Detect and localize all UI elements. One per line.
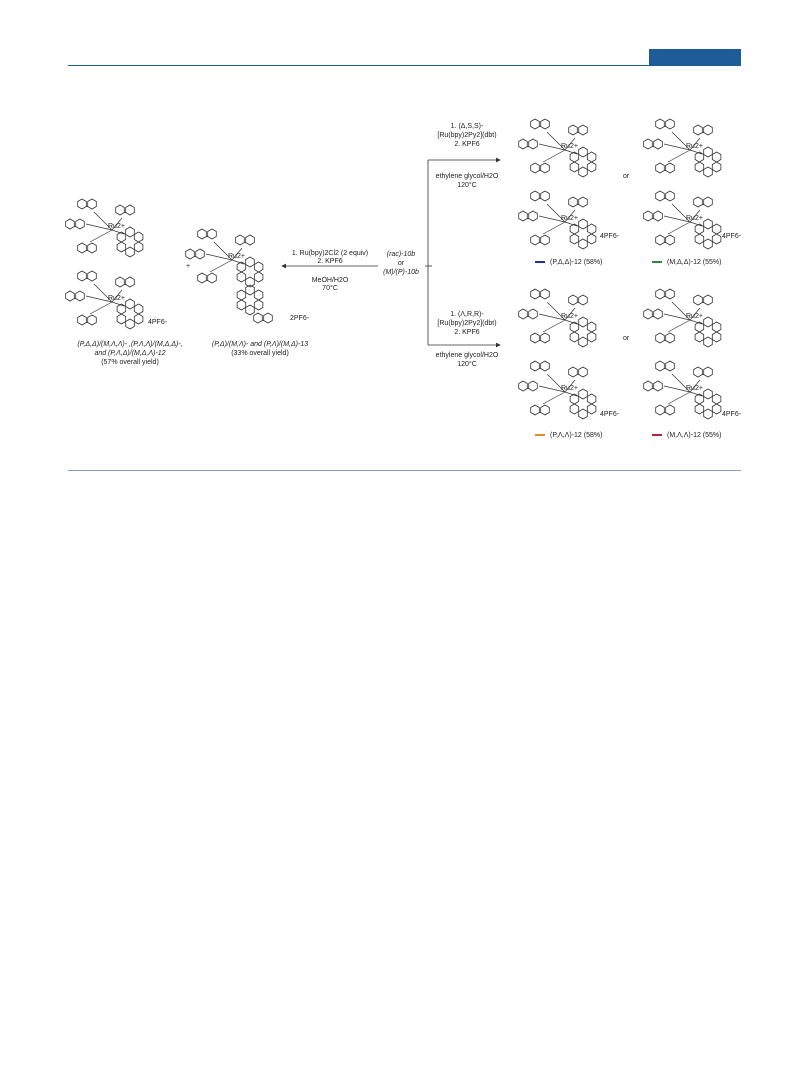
- upper-temp: 120°C: [457, 182, 477, 189]
- left-caption-line2: and (P,Λ,Δ)/(M,Δ,Λ)-12: [94, 350, 166, 357]
- lower-reagent3: 2. KPF6: [454, 329, 480, 336]
- product-legend: [535, 431, 602, 440]
- ru-label: Ru2+: [686, 313, 703, 320]
- legend-label: (M,Λ,Λ)-12 (55%): [667, 432, 722, 439]
- product-legend: [652, 258, 721, 267]
- ru-label: Ru2+: [561, 313, 578, 320]
- counterion-label: 4PF6-: [600, 233, 620, 240]
- start-line2: (M)/(P)-10b: [383, 269, 419, 276]
- upper-solvent: ethylene glycol/H2O: [435, 173, 499, 180]
- ru-label: Ru2+: [686, 143, 703, 150]
- counterion-label: 2PF6-: [290, 315, 310, 322]
- legend-label: (M,Δ,Δ)-12 (55%): [667, 259, 722, 266]
- counterion-label: 4PF6-: [722, 411, 742, 418]
- counterion-label: 4PF6-: [148, 319, 168, 326]
- left-reagent1: 1. Ru(bpy)2Cl2 (2 equiv): [291, 250, 369, 257]
- lower-temp: 120°C: [457, 361, 477, 368]
- mid-caption-yield: (33% overall yield): [231, 350, 289, 357]
- counterion-label: 4PF6-: [722, 233, 742, 240]
- legend-swatch: [535, 261, 545, 263]
- plus-sign: +: [186, 263, 191, 270]
- product-M-lambda-lambda: [644, 289, 721, 419]
- legend-swatch: [535, 434, 545, 436]
- product-P-lambda-lambda: [519, 289, 596, 419]
- product-legend: [535, 258, 602, 267]
- start-line1: (rac)-10b: [386, 251, 416, 258]
- left-temp: 70°C: [322, 285, 338, 292]
- upper-reagent3: 2. KPF6: [454, 141, 480, 148]
- product-P-delta-delta: [519, 119, 596, 249]
- mid-caption: (P,Δ)/(M,Λ)- and (P,Λ)/(M,Δ)-13: [211, 341, 309, 348]
- legend-swatch: [652, 434, 662, 436]
- ru-label: Ru2+: [561, 385, 578, 392]
- ru-label: Ru2+: [228, 253, 245, 260]
- ru-label: Ru2+: [108, 223, 125, 230]
- ru-label: Ru2+: [108, 295, 125, 302]
- start-or: or: [397, 260, 405, 267]
- legend-label: (P,Δ,Δ)-12 (58%): [550, 259, 603, 266]
- product-legend: [652, 431, 721, 440]
- lower-reagent1: 1. (Λ,R,R)-: [450, 311, 484, 318]
- left-caption-line1: (P,Δ,Δ)/(M,Λ,Λ)- ,(P,Λ,Λ)/(M,Δ,Δ)-,: [77, 341, 183, 348]
- left-solvent: MeOH/H2O: [311, 277, 349, 284]
- lower-reagent2: [Ru(bpy)2Py2](dbt): [437, 320, 497, 327]
- or-label: or: [623, 173, 630, 180]
- ru-label: Ru2+: [686, 215, 703, 222]
- legend-swatch: [652, 261, 662, 263]
- ru-label: Ru2+: [561, 215, 578, 222]
- monomer-13: [186, 229, 273, 323]
- lower-solvent: ethylene glycol/H2O: [435, 352, 499, 359]
- scheme-bottom-rule: [68, 470, 741, 471]
- product-M-delta-delta: [644, 119, 721, 249]
- left-reagent2: 2. KPF6: [317, 258, 343, 265]
- upper-reagent1: 1. (Δ,S,S)-: [450, 123, 484, 130]
- counterion-label: 4PF6-: [600, 411, 620, 418]
- left-caption-yield: (57% overall yield): [101, 359, 159, 366]
- legend-label: (P,Λ,Λ)-12 (58%): [550, 432, 603, 439]
- ru-label: Ru2+: [561, 143, 578, 150]
- reaction-scheme: [0, 0, 809, 470]
- dimer-12-racemic: [66, 199, 143, 329]
- upper-reagent2: [Ru(bpy)2Py2](dbt): [437, 132, 497, 139]
- ru-label: Ru2+: [686, 385, 703, 392]
- or-label: or: [623, 335, 630, 342]
